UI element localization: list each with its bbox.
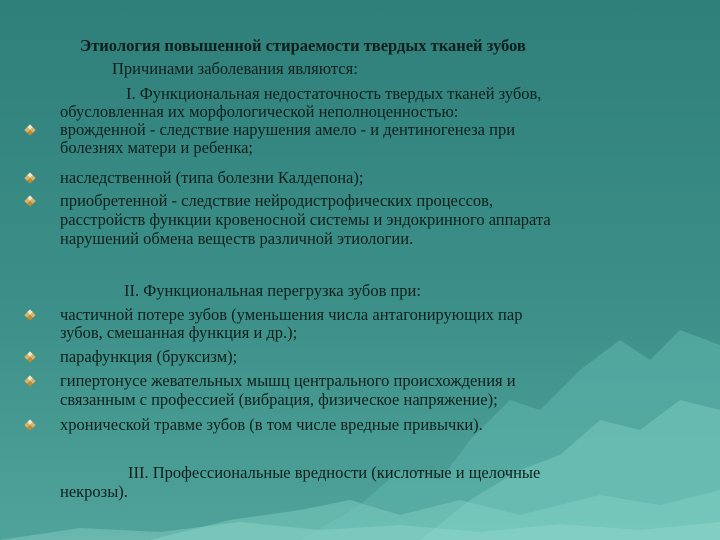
- section1-bullet3-line1: приобретенной - следствие нейродистрофических процессов,: [60, 191, 494, 210]
- section1-line2: обусловленная их морфологической неполноценностью:: [60, 102, 459, 121]
- section1-bullet3-line3: нарушений обмена веществ различной этиологии.: [60, 229, 414, 248]
- bullet-icon: [24, 124, 35, 135]
- section1-line1: I. Функциональная недостаточность твердых тканей зубов,: [126, 84, 542, 103]
- section2-bullet3-line1: гипертонусе жевательных мышц центрального происхождения и: [60, 371, 516, 390]
- intro-text: Причинами заболевания являются:: [112, 59, 358, 78]
- section2-bullet4-line1: хронической травме зубов (в том числе вредные привычки).: [60, 415, 483, 434]
- section1-bullet1-line1: врожденной - следствие нарушения амело - и дентиногенеза при: [60, 120, 516, 139]
- section2-bullet1-line1: частичной потере зубов (уменьшения числа антагонирующих пар: [60, 305, 523, 324]
- bullet-icon: [24, 351, 35, 362]
- section2-bullet1-line2: зубов, смешанная функция и др.);: [60, 323, 298, 342]
- section2-heading: II. Функциональная перегрузка зубов при:: [124, 281, 421, 300]
- bullet-icon: [24, 172, 35, 183]
- section1-bullet3-line2: расстройств функции кровеносной системы и эндокринного аппарата: [60, 210, 551, 229]
- section1-bullet2-line1: наследственной (типа болезни Калдепона);: [60, 168, 364, 187]
- bullet-icon: [24, 195, 35, 206]
- bullet-icon: [24, 309, 35, 320]
- slide-title: Этиология повышенной стираемости твердых тканей зубов: [80, 36, 526, 55]
- section2-bullet2-line1: парафункция (бруксизм);: [60, 347, 238, 366]
- section3-line1: III. Профессиональные вредности (кислотные и щелочные: [128, 463, 541, 482]
- section1-bullet1-line2: болезнях матери и ребенка;: [60, 138, 253, 157]
- bullet-icon: [24, 375, 35, 386]
- section3-line2: некрозы).: [60, 482, 128, 501]
- section2-bullet3-line2: связанным с профессией (вибрация, физическое напряжение);: [60, 390, 498, 409]
- bullet-icon: [24, 419, 35, 430]
